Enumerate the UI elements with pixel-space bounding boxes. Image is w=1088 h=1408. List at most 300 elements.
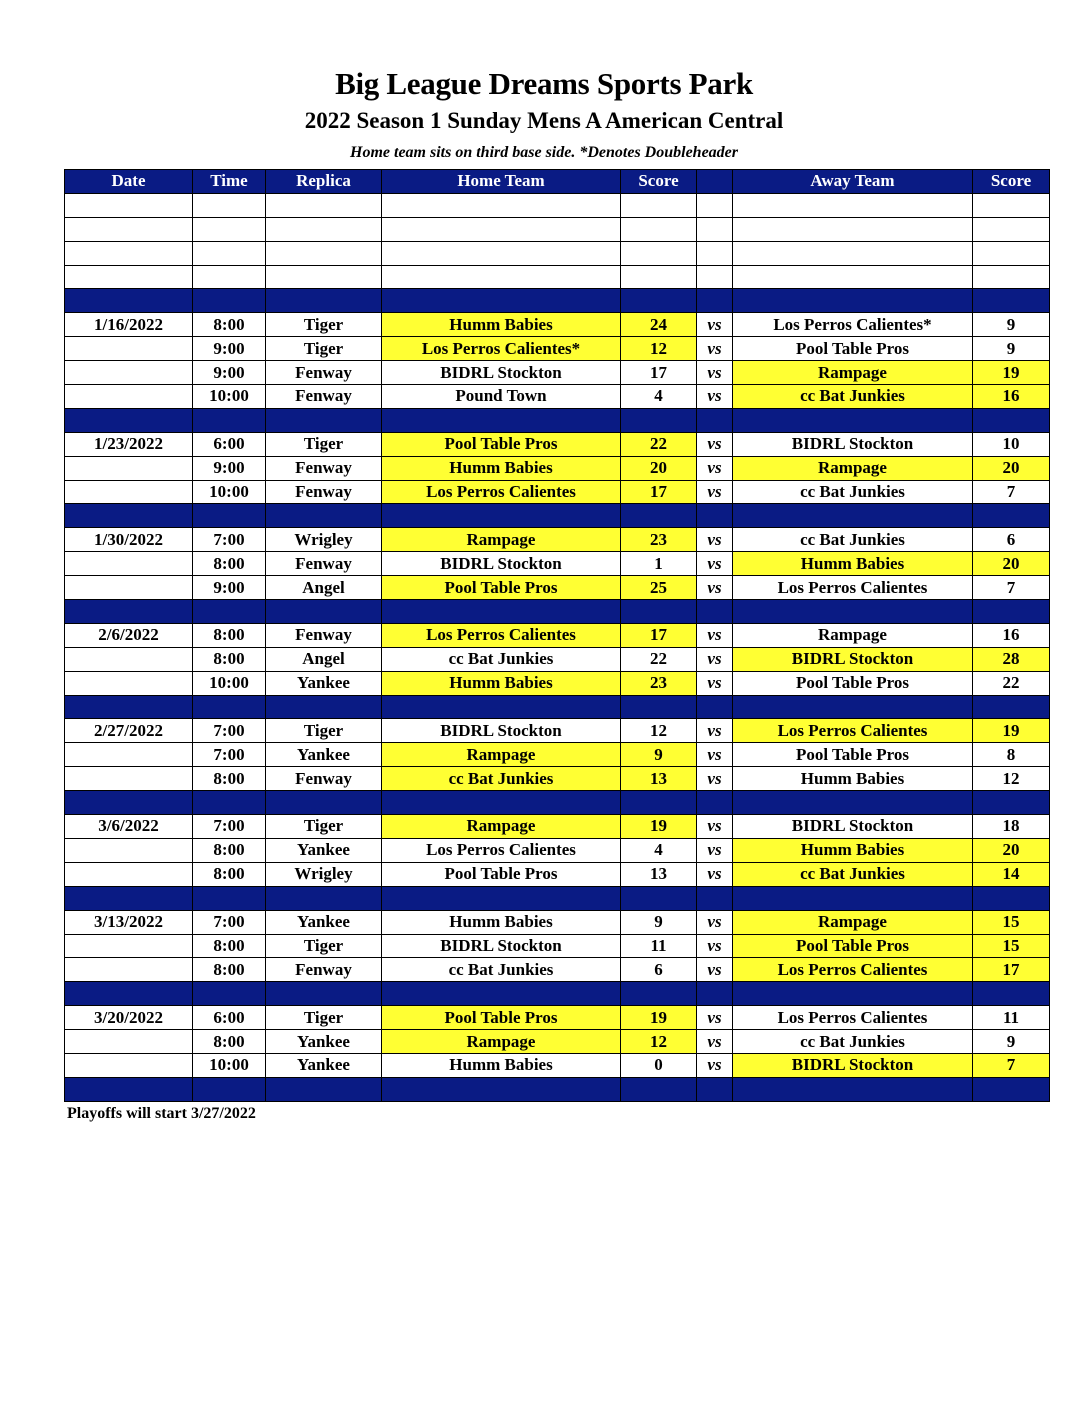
vs-cell: vs	[697, 623, 733, 647]
home-score-cell	[621, 695, 697, 719]
away-team-cell: Los Perros Calientes	[733, 958, 973, 982]
date-cell	[65, 1053, 193, 1077]
vs-cell: vs	[697, 480, 733, 504]
away-score-cell	[973, 504, 1050, 528]
separator-row	[65, 289, 1050, 313]
home-team-cell: Rampage	[382, 1030, 621, 1054]
away-team-cell: Los Perros Calientes*	[733, 313, 973, 337]
home-score-cell: 4	[621, 838, 697, 862]
replica-cell: Fenway	[266, 385, 382, 409]
replica-cell: Angel	[266, 647, 382, 671]
vs-cell: vs	[697, 1006, 733, 1030]
vs-cell: vs	[697, 719, 733, 743]
away-team-cell	[733, 886, 973, 910]
away-score-cell: 14	[973, 862, 1050, 886]
home-score-cell	[621, 193, 697, 217]
date-cell	[65, 767, 193, 791]
time-cell: 8:00	[193, 623, 266, 647]
table-row	[65, 1053, 1050, 1077]
away-score-cell	[973, 791, 1050, 815]
time-cell: 7:00	[193, 743, 266, 767]
home-score-cell: 1	[621, 552, 697, 576]
away-score-cell: 9	[973, 313, 1050, 337]
table-row	[65, 719, 1050, 743]
away-score-cell	[973, 193, 1050, 217]
date-cell	[65, 647, 193, 671]
date-cell	[65, 552, 193, 576]
table-row	[65, 552, 1050, 576]
date-cell	[65, 671, 193, 695]
home-team-cell: Los Perros Calientes	[382, 838, 621, 862]
away-score-cell: 11	[973, 1006, 1050, 1030]
replica-cell: Fenway	[266, 958, 382, 982]
home-score-cell	[621, 504, 697, 528]
header-away-team: Away Team	[733, 170, 973, 194]
date-cell	[65, 289, 193, 313]
replica-cell: Tiger	[266, 337, 382, 361]
replica-cell	[266, 1077, 382, 1101]
date-cell	[65, 1077, 193, 1101]
home-score-cell: 13	[621, 862, 697, 886]
away-team-cell: Pool Table Pros	[733, 671, 973, 695]
away-score-cell: 7	[973, 480, 1050, 504]
home-score-cell: 22	[621, 432, 697, 456]
home-team-cell: Rampage	[382, 743, 621, 767]
replica-cell: Tiger	[266, 719, 382, 743]
table-row	[65, 838, 1050, 862]
vs-cell: vs	[697, 767, 733, 791]
table-row	[65, 934, 1050, 958]
away-score-cell: 19	[973, 719, 1050, 743]
separator-row	[65, 982, 1050, 1006]
home-team-cell: Pool Table Pros	[382, 862, 621, 886]
home-team-cell	[382, 886, 621, 910]
away-score-cell: 7	[973, 576, 1050, 600]
table-header-row	[65, 170, 1050, 194]
away-score-cell: 19	[973, 361, 1050, 385]
replica-cell: Yankee	[266, 671, 382, 695]
vs-cell	[697, 695, 733, 719]
table-row	[65, 337, 1050, 361]
time-cell: 8:00	[193, 552, 266, 576]
date-cell: 2/27/2022	[65, 719, 193, 743]
home-score-cell: 23	[621, 528, 697, 552]
table-row	[65, 432, 1050, 456]
away-score-cell: 10	[973, 432, 1050, 456]
vs-cell: vs	[697, 958, 733, 982]
time-cell: 9:00	[193, 456, 266, 480]
home-team-cell	[382, 265, 621, 289]
away-team-cell	[733, 982, 973, 1006]
away-score-cell: 15	[973, 910, 1050, 934]
table-row	[65, 456, 1050, 480]
vs-cell	[697, 217, 733, 241]
replica-cell: Tiger	[266, 432, 382, 456]
away-score-cell: 7	[973, 1053, 1050, 1077]
table-row	[65, 576, 1050, 600]
time-cell	[193, 289, 266, 313]
away-score-cell: 12	[973, 767, 1050, 791]
away-team-cell	[733, 1077, 973, 1101]
vs-cell	[697, 408, 733, 432]
replica-cell: Fenway	[266, 623, 382, 647]
time-cell	[193, 791, 266, 815]
table-row	[65, 480, 1050, 504]
away-team-cell: cc Bat Junkies	[733, 1030, 973, 1054]
table-row	[65, 528, 1050, 552]
replica-cell	[266, 217, 382, 241]
page-subtitle: 2022 Season 1 Sunday Mens A American Central	[304, 108, 784, 133]
replica-cell: Tiger	[266, 815, 382, 839]
home-score-cell: 9	[621, 743, 697, 767]
home-score-cell: 6	[621, 958, 697, 982]
home-team-cell: BIDRL Stockton	[382, 719, 621, 743]
time-cell: 10:00	[193, 480, 266, 504]
home-team-cell: cc Bat Junkies	[382, 958, 621, 982]
home-team-cell: Los Perros Calientes*	[382, 337, 621, 361]
time-cell	[193, 600, 266, 624]
blank-row	[65, 193, 1050, 217]
date-cell	[65, 385, 193, 409]
home-score-cell: 24	[621, 313, 697, 337]
home-team-cell: Humm Babies	[382, 910, 621, 934]
home-score-cell	[621, 265, 697, 289]
table-row	[65, 767, 1050, 791]
date-cell	[65, 217, 193, 241]
vs-cell: vs	[697, 815, 733, 839]
date-cell	[65, 576, 193, 600]
replica-cell	[266, 241, 382, 265]
away-score-cell: 20	[973, 838, 1050, 862]
date-cell	[65, 695, 193, 719]
replica-cell	[266, 408, 382, 432]
away-score-cell: 8	[973, 743, 1050, 767]
away-team-cell: Rampage	[733, 456, 973, 480]
schedule-body	[65, 193, 1050, 1101]
time-cell: 7:00	[193, 910, 266, 934]
replica-cell: Yankee	[266, 1030, 382, 1054]
home-score-cell	[621, 600, 697, 624]
home-score-cell	[621, 982, 697, 1006]
separator-row	[65, 504, 1050, 528]
replica-cell: Yankee	[266, 838, 382, 862]
away-team-cell: BIDRL Stockton	[733, 815, 973, 839]
time-cell	[193, 1077, 266, 1101]
home-score-cell	[621, 217, 697, 241]
vs-cell: vs	[697, 1030, 733, 1054]
replica-cell: Angel	[266, 576, 382, 600]
away-team-cell: Humm Babies	[733, 767, 973, 791]
playoffs-note: Playoffs will start 3/27/2022	[67, 1105, 256, 1122]
home-score-cell: 13	[621, 767, 697, 791]
replica-cell: Fenway	[266, 456, 382, 480]
away-score-cell: 22	[973, 671, 1050, 695]
replica-cell	[266, 265, 382, 289]
time-cell: 8:00	[193, 767, 266, 791]
vs-cell	[697, 791, 733, 815]
home-team-cell: Humm Babies	[382, 1053, 621, 1077]
time-cell: 10:00	[193, 1053, 266, 1077]
replica-cell: Wrigley	[266, 862, 382, 886]
home-score-cell	[621, 408, 697, 432]
home-score-cell	[621, 241, 697, 265]
home-team-cell: BIDRL Stockton	[382, 361, 621, 385]
vs-cell: vs	[697, 313, 733, 337]
vs-cell	[697, 1077, 733, 1101]
time-cell: 10:00	[193, 385, 266, 409]
date-cell	[65, 456, 193, 480]
date-cell: 3/20/2022	[65, 1006, 193, 1030]
page-title: Big League Dreams Sports Park	[335, 66, 753, 101]
date-cell	[65, 361, 193, 385]
away-team-cell: BIDRL Stockton	[733, 432, 973, 456]
away-team-cell: cc Bat Junkies	[733, 862, 973, 886]
home-score-cell	[621, 791, 697, 815]
replica-cell: Tiger	[266, 313, 382, 337]
replica-cell: Yankee	[266, 743, 382, 767]
time-cell: 8:00	[193, 1030, 266, 1054]
vs-cell: vs	[697, 647, 733, 671]
time-cell: 10:00	[193, 671, 266, 695]
away-score-cell	[973, 289, 1050, 313]
time-cell	[193, 504, 266, 528]
time-cell: 8:00	[193, 862, 266, 886]
home-score-cell: 0	[621, 1053, 697, 1077]
home-team-cell: Pool Table Pros	[382, 576, 621, 600]
replica-cell	[266, 193, 382, 217]
vs-cell: vs	[697, 456, 733, 480]
date-cell	[65, 791, 193, 815]
date-cell: 1/16/2022	[65, 313, 193, 337]
home-team-cell: Pool Table Pros	[382, 432, 621, 456]
date-cell	[65, 886, 193, 910]
time-cell: 7:00	[193, 528, 266, 552]
date-cell: 3/13/2022	[65, 910, 193, 934]
away-score-cell	[973, 982, 1050, 1006]
vs-cell	[697, 193, 733, 217]
home-team-cell: Humm Babies	[382, 456, 621, 480]
table-row	[65, 671, 1050, 695]
date-cell	[65, 504, 193, 528]
vs-cell: vs	[697, 743, 733, 767]
time-cell: 8:00	[193, 958, 266, 982]
vs-cell: vs	[697, 1053, 733, 1077]
time-cell	[193, 193, 266, 217]
vs-cell: vs	[697, 385, 733, 409]
away-team-cell	[733, 193, 973, 217]
replica-cell: Tiger	[266, 1006, 382, 1030]
home-team-cell: Pound Town	[382, 385, 621, 409]
replica-cell	[266, 289, 382, 313]
vs-cell	[697, 886, 733, 910]
time-cell	[193, 241, 266, 265]
home-team-cell: Los Perros Calientes	[382, 623, 621, 647]
vs-cell	[697, 241, 733, 265]
away-team-cell: cc Bat Junkies	[733, 480, 973, 504]
home-score-cell: 20	[621, 456, 697, 480]
home-team-cell	[382, 289, 621, 313]
away-team-cell: Pool Table Pros	[733, 337, 973, 361]
home-team-cell	[382, 217, 621, 241]
date-cell: 3/6/2022	[65, 815, 193, 839]
time-cell: 6:00	[193, 432, 266, 456]
date-cell: 1/23/2022	[65, 432, 193, 456]
replica-cell	[266, 791, 382, 815]
date-cell	[65, 958, 193, 982]
date-cell	[65, 265, 193, 289]
home-team-cell: BIDRL Stockton	[382, 552, 621, 576]
date-cell: 1/30/2022	[65, 528, 193, 552]
vs-cell: vs	[697, 361, 733, 385]
home-team-cell: Rampage	[382, 528, 621, 552]
header-time: Time	[193, 170, 266, 194]
away-score-cell	[973, 695, 1050, 719]
away-score-cell	[973, 241, 1050, 265]
table-row	[65, 862, 1050, 886]
home-team-cell: Pool Table Pros	[382, 1006, 621, 1030]
time-cell: 9:00	[193, 361, 266, 385]
away-team-cell	[733, 289, 973, 313]
separator-row	[65, 791, 1050, 815]
home-score-cell: 22	[621, 647, 697, 671]
away-score-cell: 18	[973, 815, 1050, 839]
home-score-cell: 17	[621, 480, 697, 504]
time-cell: 9:00	[193, 337, 266, 361]
home-team-cell	[382, 1077, 621, 1101]
replica-cell: Fenway	[266, 361, 382, 385]
time-cell: 8:00	[193, 313, 266, 337]
away-score-cell	[973, 1077, 1050, 1101]
home-score-cell	[621, 886, 697, 910]
vs-cell: vs	[697, 576, 733, 600]
table-row	[65, 313, 1050, 337]
home-score-cell: 12	[621, 1030, 697, 1054]
replica-cell	[266, 982, 382, 1006]
date-cell	[65, 241, 193, 265]
vs-cell: vs	[697, 528, 733, 552]
schedule-note: Home team sits on third base side. *Denotes Doubleheader	[350, 144, 738, 161]
away-team-cell	[733, 241, 973, 265]
table-row	[65, 958, 1050, 982]
replica-cell: Yankee	[266, 910, 382, 934]
away-team-cell	[733, 504, 973, 528]
away-team-cell: BIDRL Stockton	[733, 1053, 973, 1077]
away-score-cell	[973, 408, 1050, 432]
home-team-cell	[382, 600, 621, 624]
date-cell	[65, 337, 193, 361]
header-home-team: Home Team	[382, 170, 621, 194]
vs-cell	[697, 982, 733, 1006]
away-score-cell	[973, 265, 1050, 289]
home-team-cell: Los Perros Calientes	[382, 480, 621, 504]
header-replica: Replica	[266, 170, 382, 194]
home-score-cell: 25	[621, 576, 697, 600]
header-vs	[697, 170, 733, 194]
date-cell: 2/6/2022	[65, 623, 193, 647]
home-team-cell	[382, 408, 621, 432]
vs-cell: vs	[697, 671, 733, 695]
separator-row	[65, 408, 1050, 432]
away-score-cell	[973, 600, 1050, 624]
replica-cell: Fenway	[266, 767, 382, 791]
home-score-cell	[621, 1077, 697, 1101]
table-row	[65, 1006, 1050, 1030]
date-cell	[65, 480, 193, 504]
away-team-cell	[733, 600, 973, 624]
away-score-cell: 20	[973, 456, 1050, 480]
away-score-cell: 9	[973, 1030, 1050, 1054]
vs-cell: vs	[697, 337, 733, 361]
table-row	[65, 623, 1050, 647]
table-row	[65, 385, 1050, 409]
table-row	[65, 361, 1050, 385]
vs-cell	[697, 600, 733, 624]
replica-cell: Fenway	[266, 552, 382, 576]
away-score-cell: 15	[973, 934, 1050, 958]
table-row	[65, 910, 1050, 934]
time-cell: 6:00	[193, 1006, 266, 1030]
home-team-cell	[382, 241, 621, 265]
vs-cell	[697, 265, 733, 289]
home-score-cell: 12	[621, 337, 697, 361]
date-cell	[65, 934, 193, 958]
away-score-cell: 9	[973, 337, 1050, 361]
vs-cell: vs	[697, 552, 733, 576]
date-cell	[65, 193, 193, 217]
time-cell: 7:00	[193, 719, 266, 743]
away-team-cell: Los Perros Calientes	[733, 719, 973, 743]
date-cell	[65, 982, 193, 1006]
away-team-cell: Humm Babies	[733, 838, 973, 862]
away-team-cell: Humm Babies	[733, 552, 973, 576]
home-score-cell: 19	[621, 1006, 697, 1030]
vs-cell: vs	[697, 910, 733, 934]
away-team-cell	[733, 408, 973, 432]
replica-cell	[266, 600, 382, 624]
home-score-cell: 19	[621, 815, 697, 839]
home-team-cell: Humm Babies	[382, 671, 621, 695]
replica-cell	[266, 504, 382, 528]
date-cell	[65, 408, 193, 432]
time-cell: 8:00	[193, 647, 266, 671]
table-row	[65, 815, 1050, 839]
home-score-cell: 11	[621, 934, 697, 958]
blank-row	[65, 265, 1050, 289]
home-score-cell: 12	[621, 719, 697, 743]
schedule-table	[64, 169, 1050, 1102]
date-cell	[65, 600, 193, 624]
table-row	[65, 743, 1050, 767]
away-score-cell: 28	[973, 647, 1050, 671]
away-team-cell	[733, 265, 973, 289]
time-cell: 7:00	[193, 815, 266, 839]
away-team-cell: cc Bat Junkies	[733, 385, 973, 409]
away-team-cell: cc Bat Junkies	[733, 528, 973, 552]
away-team-cell: Pool Table Pros	[733, 743, 973, 767]
away-team-cell	[733, 217, 973, 241]
vs-cell: vs	[697, 432, 733, 456]
vs-cell: vs	[697, 934, 733, 958]
away-score-cell: 20	[973, 552, 1050, 576]
time-cell	[193, 886, 266, 910]
date-cell	[65, 862, 193, 886]
blank-row	[65, 217, 1050, 241]
home-score-cell: 17	[621, 361, 697, 385]
separator-row	[65, 1077, 1050, 1101]
time-cell: 9:00	[193, 576, 266, 600]
separator-row	[65, 600, 1050, 624]
time-cell	[193, 217, 266, 241]
